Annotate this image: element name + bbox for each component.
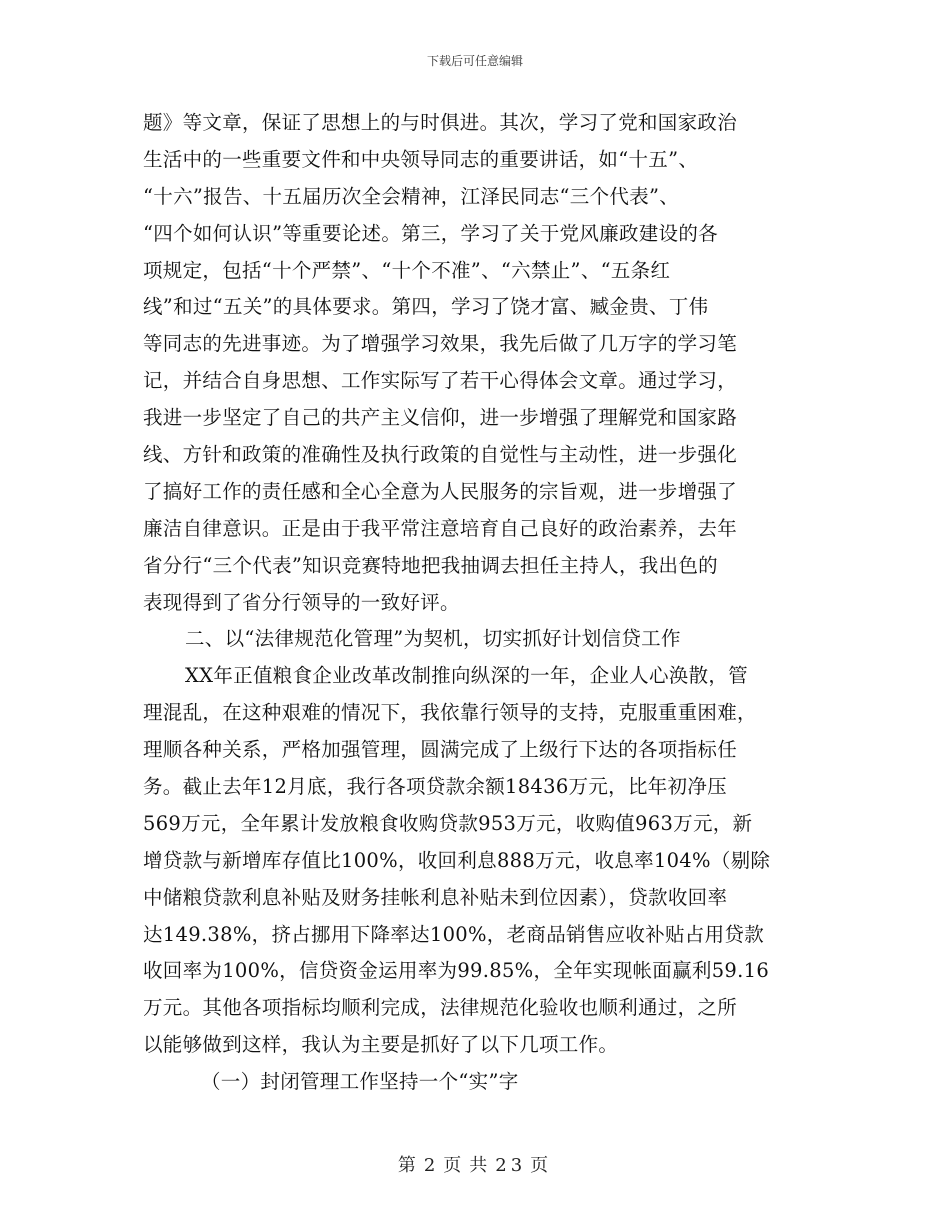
text-line: 省分行“三个代表”知识竞赛特地把我抽调去担任主持人，我出色的 — [143, 553, 718, 577]
page-label: 共 — [469, 1155, 492, 1176]
text-line: XX年正值粮食企业改革改制推向纵深的一年，企业人心涣散，管 — [185, 664, 748, 688]
page-label: 页 — [530, 1155, 553, 1176]
page-footer — [0, 1151, 950, 1177]
text-line: 记，并结合自身思想、工作实际写了若干心得体会文章。通过学习， — [143, 369, 738, 393]
body-text — [143, 105, 811, 1101]
text-line: 理顺各种关系，严格加强管理，圆满完成了上级行下达的各项指标任 — [143, 738, 738, 762]
text-line: 务。截止去年12月底，我行各项贷款余额18436万元，比年初净压 — [143, 775, 727, 799]
page-number-current: 2 — [423, 1155, 440, 1176]
text-line: 线、方针和政策的准确性及执行政策的自觉性与主动性，进一步强化 — [143, 443, 738, 467]
text-line: 项规定，包括“十个严禁”、“十个不准”、“六禁止”、“五条红 — [143, 258, 671, 282]
text-line: 等同志的先进事迹。为了增强学习效果，我先后做了几万字的学习笔 — [143, 332, 738, 356]
text-line: 万元。其他各项指标均顺利完成，法律规范化验收也顺利通过，之所 — [143, 996, 738, 1020]
text-line: 题》等文章，保证了思想上的与时俱进。其次，学习了党和国家政治 — [143, 111, 738, 134]
page-header: 下载后可任意编辑 — [426, 54, 523, 68]
text-line: 收回率为100%，信贷资金运用率为99.85%，全年实现帐面赢利59.16 — [143, 959, 770, 983]
subsection-heading: （一）封闭管理工作坚持一个“实”字 — [201, 1070, 519, 1094]
text-line: 表现得到了省分行领导的一致好评。 — [143, 590, 460, 614]
page-label: 第 — [397, 1155, 420, 1176]
text-line: “十六”报告、十五届历次全会精神，江泽民同志“三个代表”、 — [143, 184, 680, 208]
text-line: 理混乱，在这种艰难的情况下，我依靠行领导的支持，克服重重困难， — [143, 701, 757, 725]
text-line: 线”和过“五关”的具体要求。第四，学习了饶才富、臧金贵、丁伟 — [143, 295, 709, 319]
text-line: 生活中的一些重要文件和中央领导同志的重要讲话，如“十五”、 — [143, 147, 699, 171]
page-label: 页 — [443, 1155, 466, 1176]
page-number-total: 23 — [495, 1155, 527, 1176]
text-line: “四个如何认识”等重要论述。第三，学习了关于党风廉政建设的各 — [143, 221, 718, 245]
text-line: 569万元，全年累计发放粮食收购贷款953万元，收购值963万元，新 — [143, 811, 753, 835]
text-line: 廉洁自律意识。正是由于我平常注意培育自己良好的政治素养，去年 — [143, 516, 738, 540]
text-line: 了搞好工作的责任感和全心全意为人民服务的宗旨观，进一步增强了 — [143, 479, 738, 503]
text-line: 达149.38%，挤占挪用下降率达100%，老商品销售应收补贴占用贷款 — [143, 922, 765, 946]
text-line: 我进一步坚定了自己的共产主义信仰，进一步增强了理解党和国家路 — [143, 406, 738, 430]
section-heading: 二、以“法律规范化管理”为契机，切实抓好计划信贷工作 — [185, 627, 681, 651]
text-line: 增贷款与新增库存值比100%，收回利息888万元，收息率104%（剔除 — [143, 848, 771, 872]
text-line: 中储粮贷款利息补贴及财务挂帐利息补贴未到位因素），贷款收回率 — [143, 885, 728, 909]
text-line: 以能够做到这样，我认为主要是抓好了以下几项工作。 — [143, 1033, 619, 1057]
